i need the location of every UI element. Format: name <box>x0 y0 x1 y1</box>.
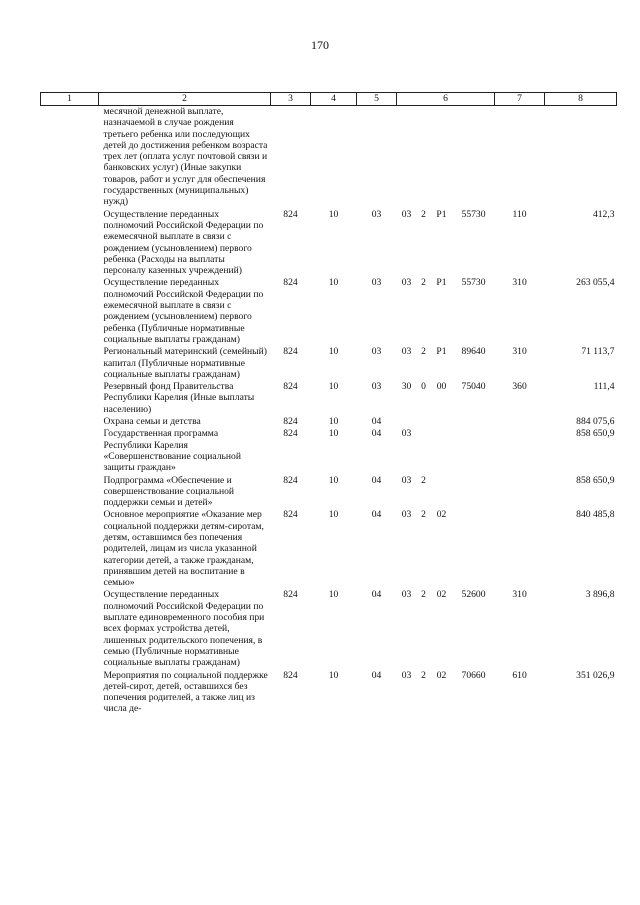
page-number: 170 <box>311 38 329 52</box>
table-row <box>41 381 617 416</box>
row-program-part-4 <box>453 428 495 474</box>
row-code-4: 10 <box>328 381 339 393</box>
row-spacer-cell <box>41 381 99 416</box>
row-code-3: 824 <box>283 208 298 220</box>
row-program-part-3: P1 <box>436 346 447 358</box>
row-code-3: 824 <box>283 589 298 601</box>
row-code-5 <box>357 106 397 209</box>
row-program-part-4 <box>453 509 495 589</box>
budget-table <box>40 92 617 716</box>
row-program-part-1: 03 <box>401 589 412 601</box>
row-name: Охрана семьи и детства <box>103 416 201 428</box>
row-code-4: 10 <box>328 474 339 486</box>
row-code-5: 04 <box>371 416 382 428</box>
row-code-4: 10 <box>328 589 339 601</box>
row-code-4: 10 <box>328 416 339 428</box>
table-row <box>41 475 617 510</box>
row-expense-type: 310 <box>512 346 527 358</box>
row-amount: 351 026,9 <box>576 669 615 681</box>
row-amount: 263 055,4 <box>576 277 615 289</box>
row-expense-type <box>495 416 545 428</box>
row-program-part-1: 03 <box>401 474 412 486</box>
header-cell: 7 <box>495 93 545 106</box>
row-program-part-1: 03 <box>401 208 412 220</box>
row-code-3 <box>271 106 311 209</box>
row-program-part-2: 2 <box>421 509 426 521</box>
table-row <box>41 277 617 346</box>
row-amount: 884 075,6 <box>576 416 615 428</box>
row-expense-type <box>495 475 545 510</box>
table-row <box>41 106 617 209</box>
row-code-4: 10 <box>328 346 339 358</box>
row-amount: 3 896,8 <box>585 589 615 601</box>
header-cell: 8 <box>545 93 617 106</box>
header-cell: 4 <box>311 93 357 106</box>
table-row <box>41 209 617 278</box>
row-code-3: 824 <box>283 509 298 521</box>
row-expense-type: 310 <box>512 589 527 601</box>
row-spacer-cell <box>41 277 99 346</box>
row-program-part-2: 2 <box>421 208 426 220</box>
table-row <box>41 346 617 381</box>
row-spacer-cell <box>41 670 99 716</box>
row-program-part-4: 55730 <box>461 277 486 289</box>
row-code-3: 824 <box>283 428 298 440</box>
row-code-5: 04 <box>371 428 382 440</box>
row-code-5: 03 <box>371 277 382 289</box>
row-program-part-1 <box>397 416 417 428</box>
row-expense-type: 610 <box>512 669 527 681</box>
row-amount: 71 113,7 <box>581 346 615 358</box>
row-amount: 858 650,9 <box>576 474 615 486</box>
row-spacer-cell <box>41 475 99 510</box>
table-header <box>41 93 617 106</box>
row-name: Осуществление переданных полномочий Российской Федерации по ежемесячной выплате в связи с рождением (усыновлением) первого ребенка (Публичные нормативные социальные выплаты гражданам) <box>103 277 264 345</box>
row-program-part-3 <box>431 416 453 428</box>
table-body <box>41 106 617 716</box>
row-code-5: 03 <box>371 346 382 358</box>
row-expense-type <box>495 106 545 209</box>
row-program-part-4: 52600 <box>461 589 486 601</box>
row-program-part-4 <box>453 106 495 209</box>
row-program-part-2: 2 <box>421 346 426 358</box>
row-program-part-3: 02 <box>436 589 447 601</box>
header-cell: 1 <box>41 93 99 106</box>
row-spacer-cell <box>41 428 99 474</box>
row-program-part-1: 30 <box>401 381 412 393</box>
row-program-part-3: 02 <box>436 509 447 521</box>
row-code-3: 824 <box>283 669 298 681</box>
row-program-part-3 <box>431 106 453 209</box>
row-program-part-2: 2 <box>421 277 426 289</box>
row-name: месячной денежной выплате, назначаемой в случае рождения третьего ребенка или последующих детей до достижения ребенком возраста трех лет (оплата услуг почтовой связи и банковских услуг) (Иные закупки товаров, работ и услуг для обеспечения государственных (муниципальных) нужд) <box>103 106 268 208</box>
row-code-4: 10 <box>328 208 339 220</box>
row-name: Осуществление переданных полномочий Российской Федерации по выплате единовременного пособия при всех формах устройства детей, лишенных родительского попечения, в семью (Публичные нормативные социальные выплаты гражданам) <box>103 589 265 669</box>
row-expense-type: 310 <box>512 277 527 289</box>
row-program-part-3: 02 <box>436 669 447 681</box>
row-name: Государственная программа Республики Карелия «Совершенствование социальной защиты граждан» <box>103 428 241 474</box>
row-name: Подпрограмма «Обеспечение и совершенствование социальной поддержки семьи и детей» <box>103 474 235 509</box>
row-spacer-cell <box>41 509 99 589</box>
row-code-4: 10 <box>328 509 339 521</box>
row-code-3: 824 <box>283 346 298 358</box>
row-spacer-cell <box>41 209 99 278</box>
row-program-part-2 <box>417 106 431 209</box>
row-program-part-1: 03 <box>401 277 412 289</box>
row-program-part-3: P1 <box>436 277 447 289</box>
row-expense-type: 360 <box>512 381 527 393</box>
header-cell: 2 <box>99 93 271 106</box>
row-expense-type <box>495 509 545 589</box>
row-program-part-1 <box>397 106 417 209</box>
row-program-part-4 <box>453 475 495 510</box>
row-name: Резервный фонд Правительства Республики Карелия (Иные выплаты населению) <box>103 381 255 415</box>
row-program-part-2: 2 <box>421 669 426 681</box>
row-name: Региональный материнский (семейный) капитал (Публичные нормативные социальные выплаты гражданам) <box>103 346 267 380</box>
header-cell: 5 <box>357 93 397 106</box>
row-code-5: 04 <box>371 589 382 601</box>
row-program-part-4: 70660 <box>461 669 486 681</box>
row-program-part-3 <box>431 428 453 474</box>
row-name: Мероприятия по социальной поддержке детей-сирот, детей, оставшихся без попечения родителей, а также лиц из числа де- <box>103 669 268 715</box>
row-program-part-1: 03 <box>401 509 412 521</box>
row-name: Основное мероприятие «Оказание мер социальной поддержки детям-сиротам, детям, оставшимся без попечения родителей, лицам из числа указанной категории детей, а также гражданам, принявшим детей на воспитание в семью» <box>103 509 264 589</box>
row-spacer-cell <box>41 106 99 209</box>
row-amount: 840 485,8 <box>576 509 615 521</box>
row-code-4: 10 <box>328 669 339 681</box>
row-program-part-4: 89640 <box>461 346 486 358</box>
table-row <box>41 670 617 716</box>
row-program-part-1: 03 <box>401 669 412 681</box>
row-expense-type: 110 <box>512 208 527 220</box>
row-program-part-2: 0 <box>421 381 426 393</box>
table-row <box>41 589 617 669</box>
row-amount: 111,4 <box>593 381 615 393</box>
row-amount: 858 650,9 <box>576 428 615 440</box>
row-amount <box>545 106 617 209</box>
row-program-part-3: P1 <box>436 208 447 220</box>
row-code-5: 03 <box>371 208 382 220</box>
row-program-part-1: 03 <box>401 428 412 440</box>
row-spacer-cell <box>41 346 99 381</box>
row-code-3: 824 <box>283 277 298 289</box>
row-program-part-4: 55730 <box>461 208 486 220</box>
row-program-part-3 <box>431 475 453 510</box>
table-row <box>41 428 617 474</box>
row-program-part-3: 00 <box>436 381 447 393</box>
row-program-part-1: 03 <box>401 346 412 358</box>
row-code-5: 04 <box>371 474 382 486</box>
row-program-part-2 <box>417 416 431 428</box>
header-cell: 6 <box>397 93 495 106</box>
row-spacer-cell <box>41 416 99 428</box>
row-code-3: 824 <box>283 416 298 428</box>
row-code-4 <box>311 106 357 209</box>
row-program-part-2: 2 <box>421 589 426 601</box>
table-row <box>41 509 617 589</box>
row-program-part-2 <box>417 428 431 474</box>
row-code-5: 03 <box>371 381 382 393</box>
row-amount: 412,3 <box>592 208 615 220</box>
row-program-part-2: 2 <box>421 474 426 486</box>
table-row <box>41 416 617 428</box>
row-spacer-cell <box>41 589 99 669</box>
row-program-part-4 <box>453 416 495 428</box>
row-program-part-4: 75040 <box>461 381 486 393</box>
row-code-3: 824 <box>283 381 298 393</box>
row-expense-type <box>495 428 545 474</box>
row-name: Осуществление переданных полномочий Российской Федерации по ежемесячной выплате в связи с рождением (усыновлением) первого ребенка (Расходы на выплаты персоналу казенных учреждений) <box>103 208 264 277</box>
row-code-4: 10 <box>328 428 339 440</box>
row-code-3: 824 <box>283 474 298 486</box>
row-code-5: 04 <box>371 509 382 521</box>
row-code-5: 04 <box>371 669 382 681</box>
row-code-4: 10 <box>328 277 339 289</box>
header-cell: 3 <box>271 93 311 106</box>
